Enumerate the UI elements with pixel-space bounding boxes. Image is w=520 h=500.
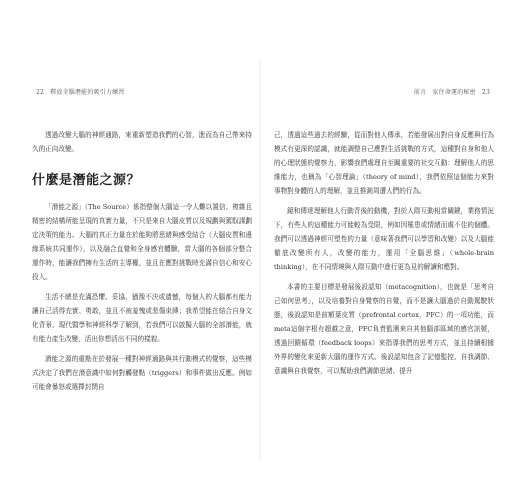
right-page-header (414, 87, 494, 96)
left-page (22, 0, 260, 500)
right-running-title: 前言 家住命運的秘密 (413, 89, 476, 96)
right-body-paragraph-2: 鏡和傳達理解他人行動背後的動機，對於人際互動相當關鍵，業務情況下，有些人的這種能力可能較為受限，例如因罹患或情緒而處不佳的個體。我們可以透過神經可塑性的力量（意味著我們可以學習和改變）以及大腦能徹底改變所有人，改變的能力，運用「全腦思維」（whole-brain thinking），在不同情境與人際互動中進行更為見的解讀和應對。 (274, 207, 494, 271)
right-page (268, 0, 506, 500)
section-heading: 什麼是潛能之源？ (32, 173, 141, 188)
left-body-paragraph-1: 「潛能之源」（The Source）係指整個大腦這一令人難以置信、複雜且精密的結構所能呈現的真實力量，不只是來自大腦皮質以及規劃與駕馭謀劃定決策的能力。大腦的真正力量在於能夠將思緒與感受結合（大腦皮質和邊緣系統共同運作），以及融合直覺和全身感官體驗，當大腦的各個部分整合運作時，能讓我們擁有生活的主導權，並且在應對挑戰時充滿自信心和安心投入。 (32, 203, 252, 281)
right-page-number: 23 (481, 89, 490, 96)
left-body-paragraph-2: 生活不總是充滿恐懼、妥協、猶豫不決或遺憾，每個人的大腦都有能力讓自己活得充實、勇敢，並且不被羞愧或悲傷束縛；我希望能在結合自身文化背景、現代醫學和神經科學了解到，若我們可以啟擬大腦的全部潛能，就有能力產生改變，活出你想活出不同的樣貌。 (32, 293, 252, 343)
left-page-header (32, 87, 125, 96)
left-page-body (32, 128, 252, 394)
left-body-paragraph-3: 潛能之源的重點在於發展一種對神經通路與其行動模式的覺察，這些模式決定了我們在潛意識中如何對觸發點（triggers）和事件做出反應。例如可能會暴怒或選擇封閉自 (32, 355, 252, 391)
left-intro-paragraph: 透過改變大腦的神經通路，來重新塑造我們的心智，進而為自己帶來持久的正向改變。 (32, 131, 252, 153)
left-page-number: 22 (36, 89, 45, 96)
left-running-title: 釋放全腦潛能的吸引力練習 (50, 89, 125, 96)
book-gutter (259, 60, 263, 460)
right-page-body (274, 128, 494, 378)
right-body-paragraph-1: 己，透過這些過去的經驗，從而對他人傳承，若能發展出對自身反應與行為模式有更深的認識，就能調整自己應對生活挑戰的方式，這種對自身和他人的心理狀態的覺察力，影響我們處理自至關重要的社交互動：理解他人的思維能力，也稱為「心智理論」（theory of mind），我們依照這個能力來對事物對身體的人的理解，並且推測周遭人們的行為。 (274, 131, 494, 195)
right-body-paragraph-3: 本書的主要目標是發展後設認知（metacognition），也就是「思考自己如何思考」，以及培養對自身覺察的自覺，而不是讓大腦過於自動駕駛狀態，後設認知是前額葉皮質（prefrontal cortex，PFC）的一項功能，而meta這個字根有超越之意，PFC負責監測來自其他腦部區域的感官訊號，透過回饋循環（feedback loops）來指導我們的思考方式，並且持續根據外界的變化來更新大腦的運作方式。後設認知包含了記憶監控、自我調節、意識與自我覺察，可以幫助我們調節思緒、提升 (274, 283, 494, 375)
